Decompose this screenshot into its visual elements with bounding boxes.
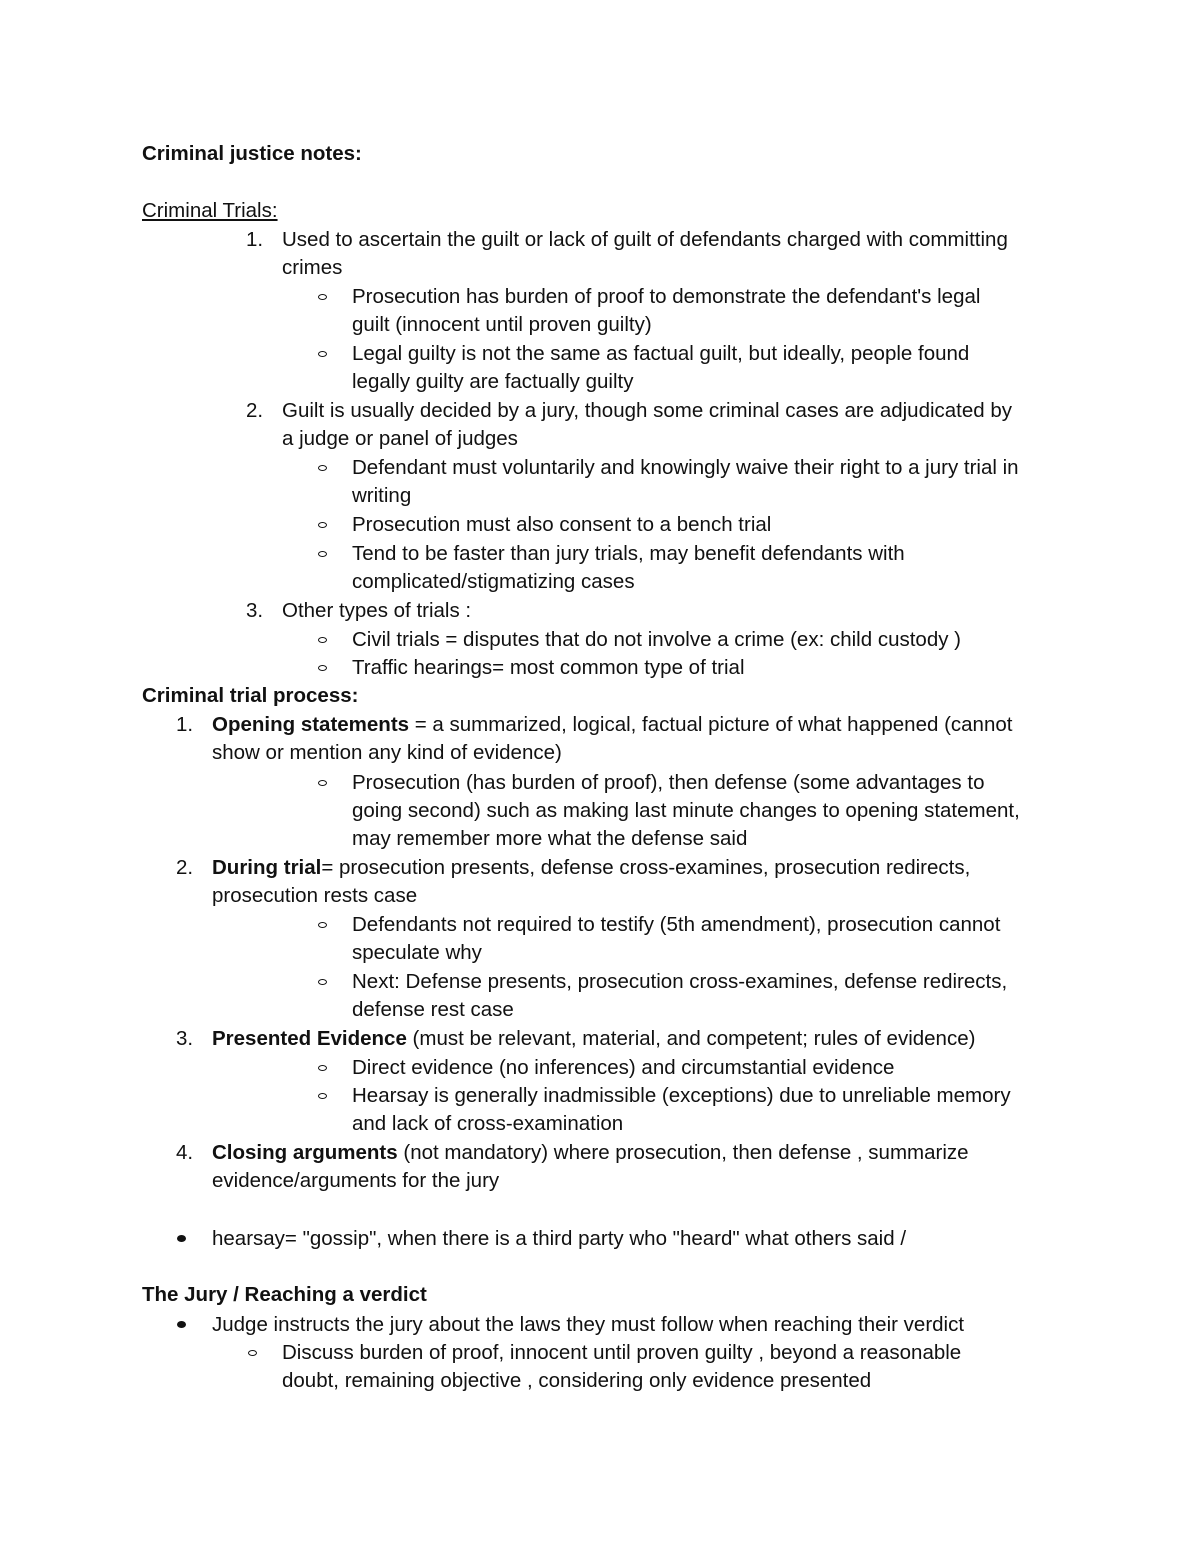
list-number: 2.: [246, 399, 264, 422]
sub-item-text: legally guilty are factually guilty: [352, 370, 634, 393]
bullet-item-text: Judge instructs the jury about the laws they must follow when reaching their verdict: [212, 1313, 965, 1336]
sub-item-text: Legal guilty is not the same as factual guilt, but ideally, people found: [352, 342, 970, 365]
hollow-bullet-icon: [248, 1350, 257, 1356]
hollow-bullet-icon: [318, 1093, 327, 1099]
term-description: = prosecution presents, defense cross-examines, prosecution redirects,: [321, 856, 971, 879]
sub-item-text: Defendant must voluntarily and knowingly waive their right to a jury trial in: [352, 456, 1019, 479]
term-bold: Closing arguments: [212, 1141, 398, 1164]
list-item-text: show or mention any kind of evidence): [212, 741, 562, 764]
hollow-bullet-icon: [318, 780, 327, 786]
list-item-text: Guilt is usually decided by a jury, though some criminal cases are adjudicated by: [282, 399, 1013, 422]
list-item-text: [212, 1027, 975, 1051]
sub-item-text: Next: Defense presents, prosecution cross-examines, defense redirects,: [352, 970, 1008, 993]
sub-item-text: Traffic hearings= most common type of trial: [352, 656, 745, 679]
term-description: (not mandatory) where prosecution, then defense , summarize: [397, 1141, 969, 1164]
filled-bullet-icon: [177, 1321, 186, 1328]
sub-item-text: Discuss burden of proof, innocent until proven guilty , beyond a reasonable: [282, 1341, 962, 1364]
hollow-bullet-icon: [318, 551, 327, 557]
list-item-text: evidence/arguments for the jury: [212, 1169, 500, 1192]
filled-bullet-icon: [177, 1235, 186, 1242]
hollow-bullet-icon: [318, 522, 327, 528]
sub-item-text: Direct evidence (no inferences) and circumstantial evidence: [352, 1056, 895, 1079]
section-heading-jury-verdict: The Jury / Reaching a verdict: [142, 1283, 427, 1306]
bullet-item-text: hearsay= "gossip", when there is a third party who "heard" what others said /: [212, 1227, 907, 1250]
hollow-bullet-icon: [318, 922, 327, 928]
list-item-text: Used to ascertain the guilt or lack of guilt of defendants charged with committing: [282, 228, 1008, 251]
list-number: 2.: [176, 856, 194, 879]
sub-item-text: Civil trials = disputes that do not involve a crime (ex: child custody ): [352, 628, 961, 651]
section-heading-criminal-trial-process: Criminal trial process:: [142, 684, 359, 707]
sub-item-text: Prosecution must also consent to a bench trial: [352, 513, 772, 536]
list-item-text: [212, 713, 1012, 737]
term-bold: Presented Evidence: [212, 1027, 407, 1050]
list-number: 1.: [176, 713, 194, 736]
hollow-bullet-icon: [318, 465, 327, 471]
list-item-text: crimes: [282, 256, 343, 279]
list-number: 4.: [176, 1141, 194, 1164]
sub-item-text: Prosecution (has burden of proof), then defense (some advantages to: [352, 771, 985, 794]
term-description: (must be relevant, material, and competent; rules of evidence): [406, 1027, 976, 1050]
sub-item-text: may remember more what the defense said: [352, 827, 748, 850]
term-bold: Opening statements: [212, 713, 410, 736]
sub-item-text: guilt (innocent until proven guilty): [352, 313, 652, 336]
list-item-text: [212, 856, 970, 880]
sub-item-text: and lack of cross-examination: [352, 1112, 624, 1135]
document-title: Criminal justice notes:: [142, 142, 362, 165]
list-item-text: a judge or panel of judges: [282, 427, 518, 450]
hollow-bullet-icon: [318, 665, 327, 671]
sub-item-text: defense rest case: [352, 998, 514, 1021]
sub-item-text: Hearsay is generally inadmissible (exceptions) due to unreliable memory: [352, 1084, 1011, 1107]
section-heading-criminal-trials: Criminal Trials:: [142, 199, 278, 222]
list-number: 3.: [176, 1027, 194, 1050]
term-bold: During trial: [212, 856, 322, 879]
sub-item-text: Prosecution has burden of proof to demonstrate the defendant's legal: [352, 285, 981, 308]
sub-item-text: going second) such as making last minute changes to opening statement,: [352, 799, 1020, 822]
sub-item-text: Tend to be faster than jury trials, may benefit defendants with: [352, 542, 905, 565]
sub-item-text: speculate why: [352, 941, 482, 964]
list-item-text: Other types of trials :: [282, 599, 472, 622]
list-item-text: [212, 1141, 969, 1165]
list-number: 1.: [246, 228, 264, 251]
hollow-bullet-icon: [318, 1065, 327, 1071]
list-number: 3.: [246, 599, 264, 622]
hollow-bullet-icon: [318, 637, 327, 643]
term-description: = a summarized, logical, factual picture of what happened (cannot: [409, 713, 1013, 736]
hollow-bullet-icon: [318, 979, 327, 985]
sub-item-text: Defendants not required to testify (5th amendment), prosecution cannot: [352, 913, 1001, 936]
hollow-bullet-icon: [318, 351, 327, 357]
hollow-bullet-icon: [318, 294, 327, 300]
sub-item-text: doubt, remaining objective , considering only evidence presented: [282, 1369, 872, 1392]
sub-item-text: writing: [352, 484, 412, 507]
sub-item-text: complicated/stigmatizing cases: [352, 570, 635, 593]
list-item-text: prosecution rests case: [212, 884, 418, 907]
